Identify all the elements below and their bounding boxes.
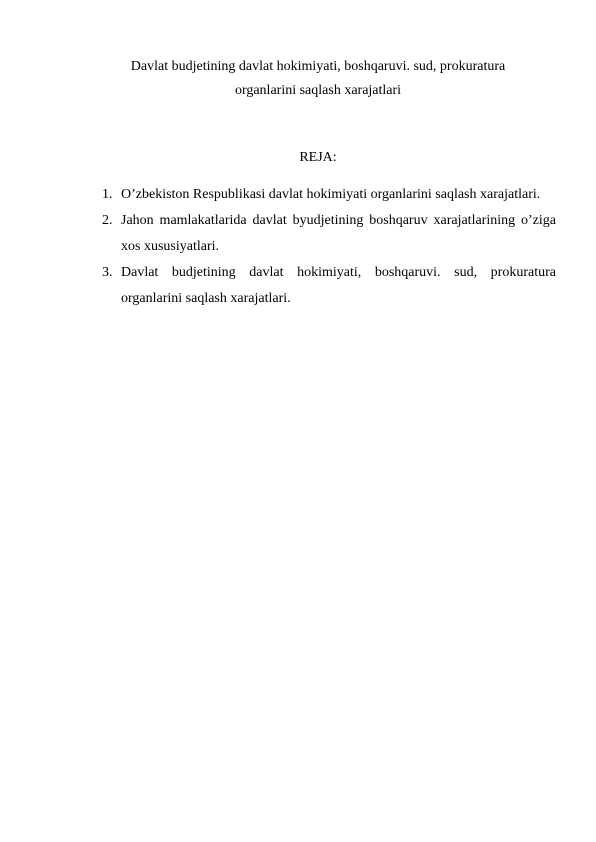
plan-item-text: Jahon mamlakatlarida davlat byudjetining boshqaruv xarajatlarining o’ziga xos xususiyatlari.: [121, 213, 556, 254]
plan-item-2: [100, 208, 556, 260]
plan-list: [100, 182, 556, 312]
plan-item-number: 1.: [102, 187, 113, 202]
plan-item-3: [100, 260, 556, 312]
plan-heading: REJA:: [299, 150, 337, 165]
plan-item-text: Davlat budjetining davlat hokimiyati, boshqaruvi. sud, prokuratura organlarini saqlash xarajatlari.: [121, 265, 556, 306]
plan-item-number: 3.: [102, 265, 113, 280]
document-title-line-2: organlarini saqlash xarajatlari: [234, 83, 402, 98]
plan-item-number: 2.: [102, 213, 113, 228]
plan-item-1: [100, 182, 556, 208]
document-title-line-1: Davlat budjetining davlat hokimiyati, boshqaruvi. sud, prokuratura: [130, 59, 506, 74]
plan-item-text: O’zbekiston Respublikasi davlat hokimiyati organlarini saqlash xarajatlari.: [121, 187, 541, 202]
